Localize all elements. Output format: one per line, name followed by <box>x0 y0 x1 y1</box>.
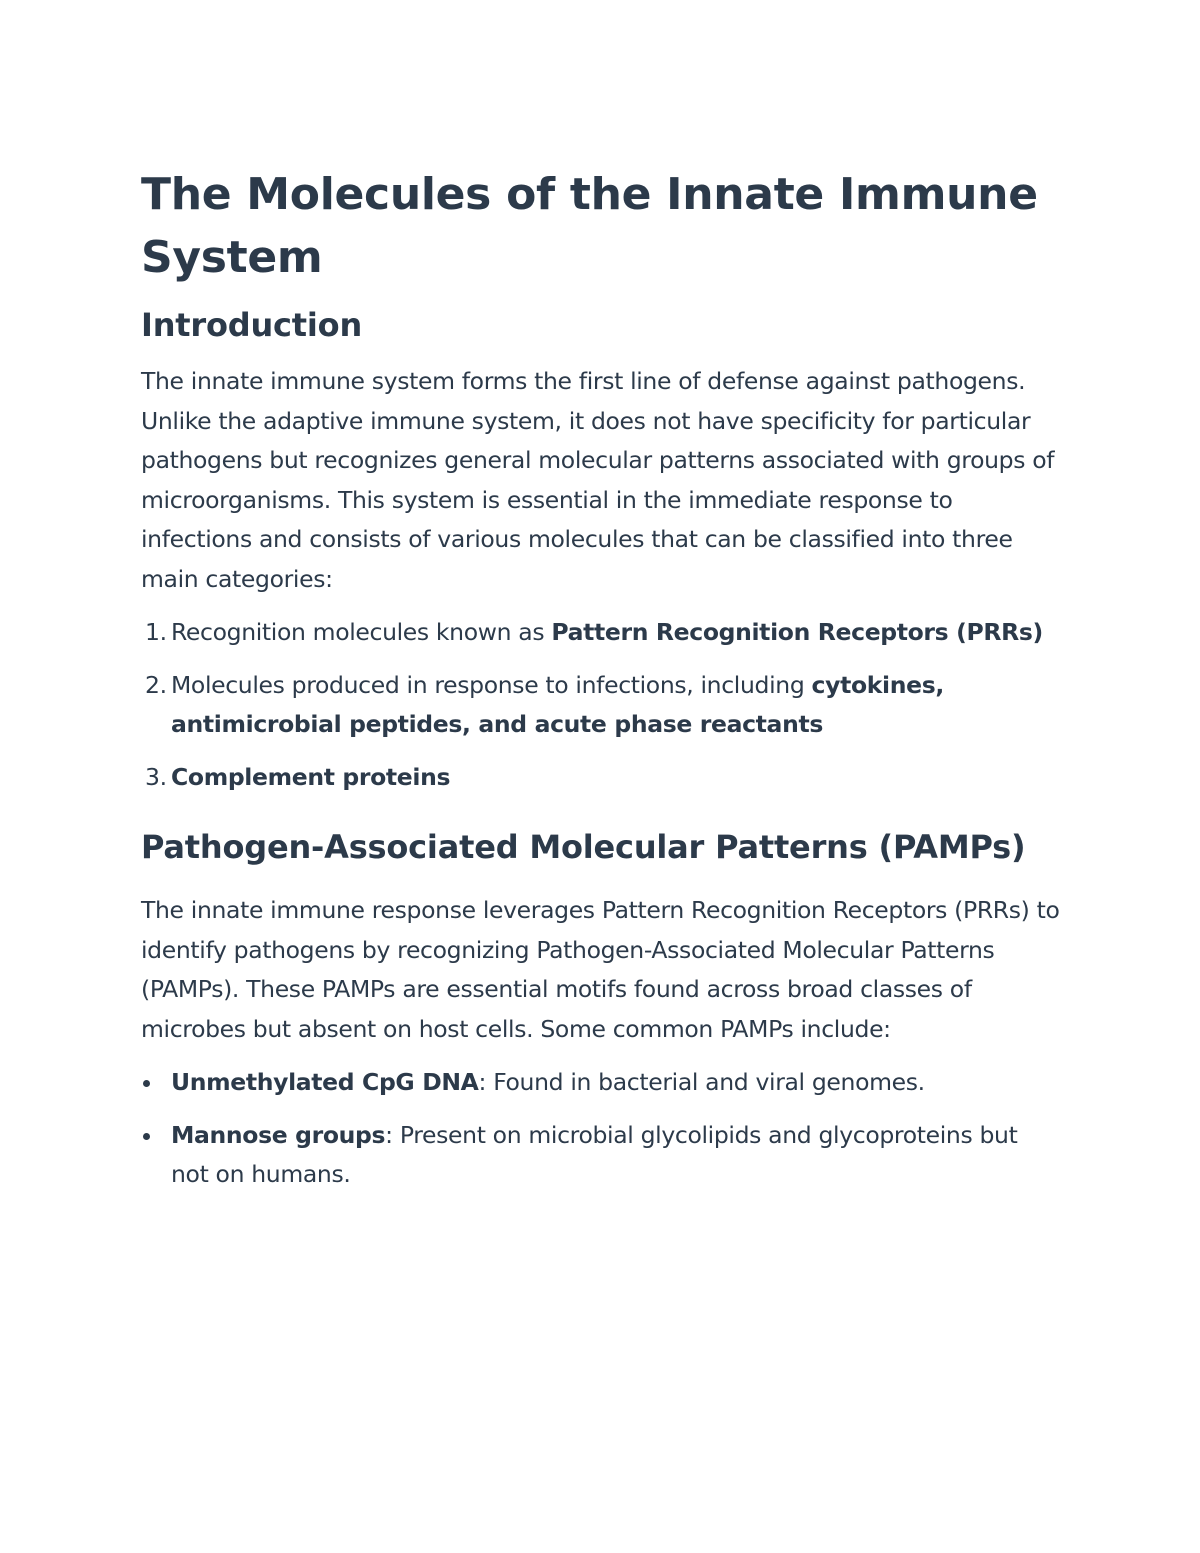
document-title: The Molecules of the Innate Immune System <box>141 169 1038 283</box>
list-item-bold-text: Mannose groups <box>171 1120 386 1149</box>
list-item <box>141 1116 1061 1195</box>
bullet-icon <box>143 1133 150 1140</box>
list-item-number: 3. <box>145 762 167 791</box>
bullet-icon <box>143 1080 150 1087</box>
list-item-bold-text: cytokines, antimicrobial peptides, and acute phase reactants <box>171 670 944 738</box>
list-item-number: 1. <box>145 618 167 646</box>
section-heading-pamps: Pathogen-Associated Molecular Patterns (PAMPs) <box>141 828 1026 866</box>
introduction-numbered-list <box>141 613 1061 797</box>
introduction-paragraph: The innate immune system forms the first line of defense against pathogens. Unlike the adaptive immune system, it does not have specificity for particular pathogens but recognizes general molecular patterns associated with groups of microorganisms. This system is essential in the immediate response to infections and consists of various molecules that can be classified into three main categories: <box>141 367 1055 593</box>
list-item-text: Recognition molecules known as <box>171 618 552 646</box>
list-item <box>141 613 1061 653</box>
pamps-paragraph: The innate immune response leverages Pattern Recognition Receptors (PRRs) to identify pathogens by recognizing Pathogen-Associated Molecular Patterns (PAMPs). These PAMPs are essential motifs found across broad classes of microbes but absent on host cells. Some common PAMPs include: <box>141 896 1060 1043</box>
list-item-bold-text: Unmethylated CpG DNA <box>171 1068 479 1096</box>
list-item-bold-text: Complement proteins <box>171 762 451 791</box>
list-item <box>141 1063 1061 1103</box>
list-item-text: : Found in bacterial and viral genomes. <box>478 1068 925 1096</box>
list-item-bold-text: Pattern Recognition Receptors (PRRs) <box>551 618 1043 646</box>
list-item <box>141 666 1061 745</box>
list-item-text: : Present on microbial glycolipids and glycoproteins but not on humans. <box>171 1120 1018 1188</box>
list-item <box>141 758 1061 798</box>
list-item-text: Molecules produced in response to infections, including <box>171 670 812 699</box>
pamps-bullet-list <box>141 1063 1061 1195</box>
list-item-number: 2. <box>145 670 167 699</box>
document-page <box>141 163 1061 1208</box>
section-heading-introduction: Introduction <box>141 306 363 344</box>
